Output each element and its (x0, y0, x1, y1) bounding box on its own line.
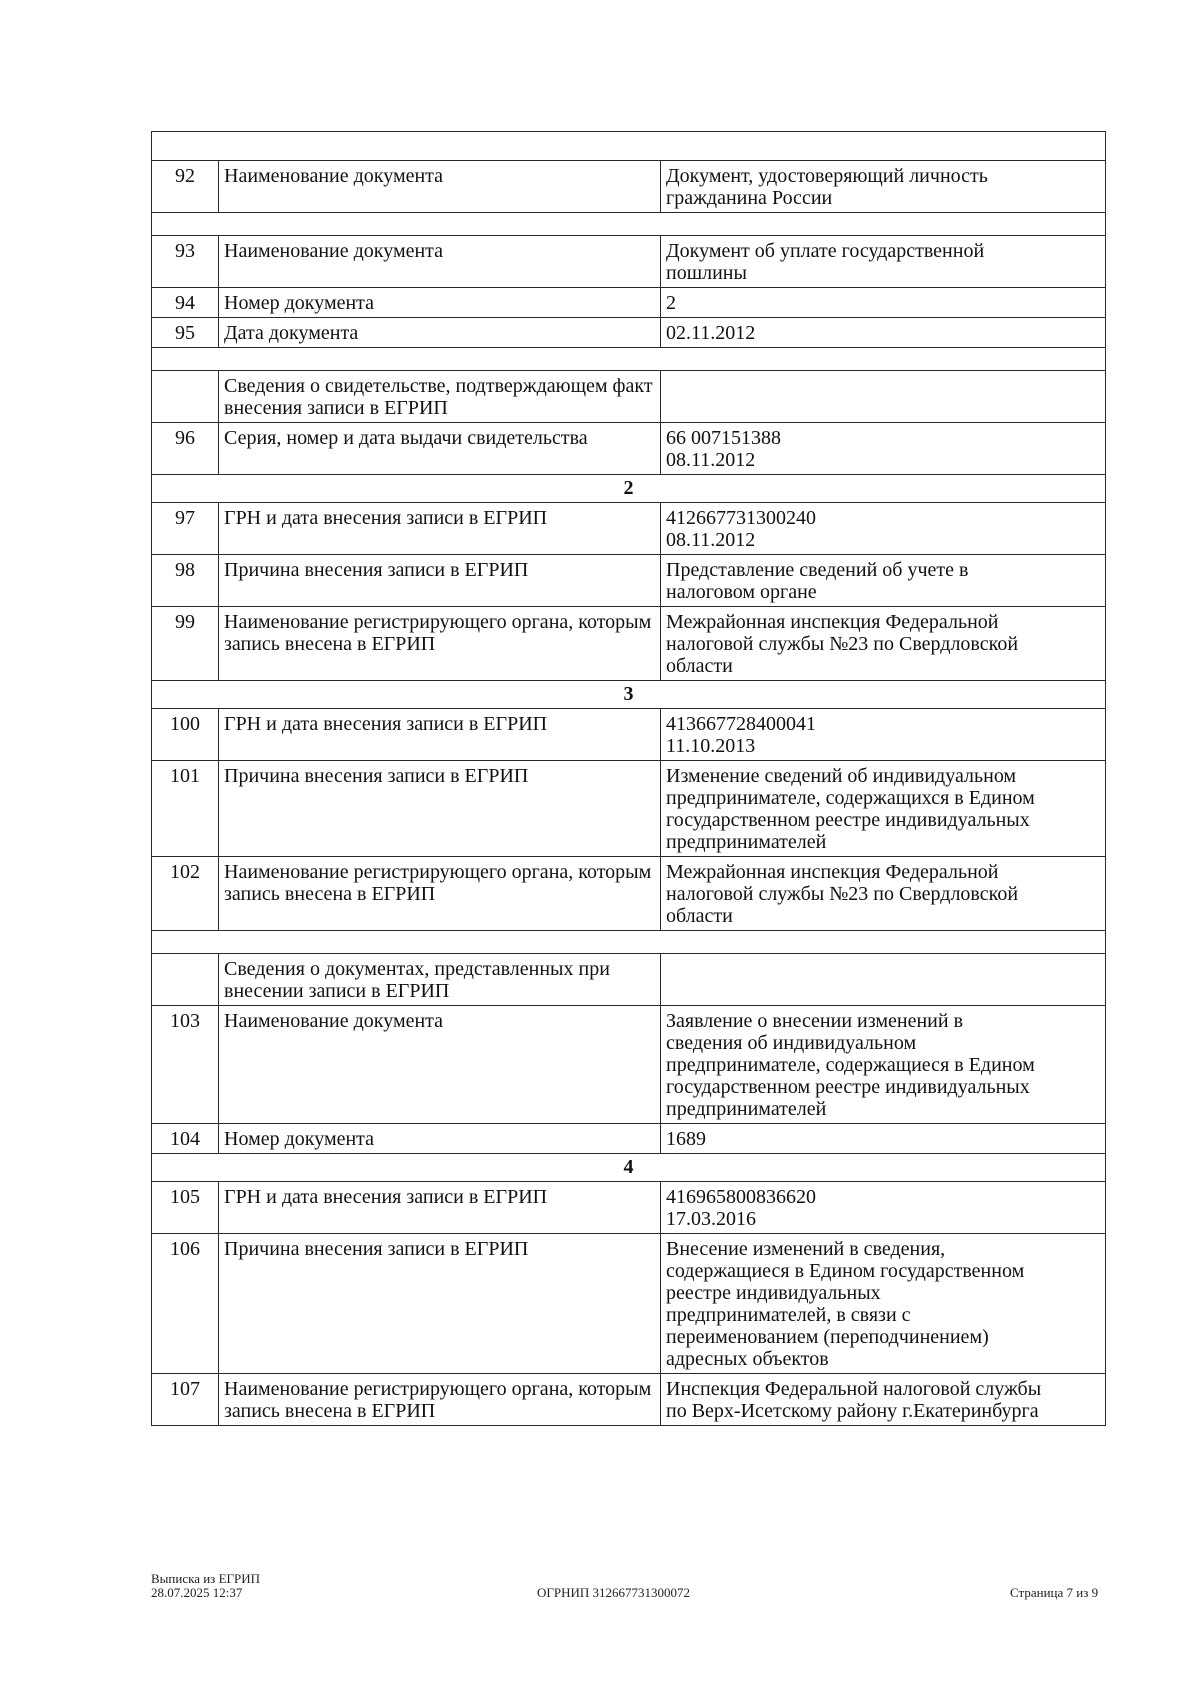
footer-left (151, 1572, 260, 1600)
row-label: Дата документа (219, 318, 661, 348)
row-label: ГРН и дата внесения записи в ЕГРИП (219, 709, 661, 761)
value-line: 17.03.2016 (666, 1208, 756, 1230)
row-value (661, 555, 1106, 607)
row-value (661, 1124, 1106, 1154)
section-header-row (152, 475, 1106, 503)
row-value (661, 371, 1106, 423)
row-number: 100 (152, 709, 219, 761)
table-row (152, 1006, 1106, 1124)
section-header-row (152, 1154, 1106, 1182)
value-line: Заявление о внесении изменений в (666, 1010, 964, 1032)
value-line: 08.11.2012 (666, 449, 756, 471)
value-line: 02.11.2012 (666, 322, 756, 344)
row-value (661, 857, 1106, 931)
row-number: 93 (152, 236, 219, 288)
row-label: Причина внесения записи в ЕГРИП (219, 555, 661, 607)
blank-cell (152, 213, 1106, 236)
table-row (152, 288, 1106, 318)
blank-separator-row (152, 132, 1106, 161)
value-line: 1689 (666, 1128, 706, 1150)
blank-cell (152, 931, 1106, 954)
value-line: Межрайонная инспекция Федеральной (666, 861, 999, 883)
row-label: Наименование регистрирующего органа, которым запись внесена в ЕГРИП (219, 857, 661, 931)
value-line: области (666, 905, 733, 927)
section-number: 2 (152, 475, 1106, 503)
egrip-extract-table (151, 131, 1106, 1426)
row-label: Причина внесения записи в ЕГРИП (219, 761, 661, 857)
row-label: Наименование регистрирующего органа, которым запись внесена в ЕГРИП (219, 607, 661, 681)
value-line: Документ об уплате государственной (666, 240, 985, 262)
value-line: налоговой службы №23 по Свердловской (666, 633, 1019, 655)
row-label: Номер документа (219, 288, 661, 318)
blank-separator-row (152, 348, 1106, 371)
section-number: 3 (152, 681, 1106, 709)
table-row (152, 1124, 1106, 1154)
row-label: Наименование документа (219, 161, 661, 213)
row-value (661, 1374, 1106, 1426)
value-line: переименованием (переподчинением) (666, 1326, 989, 1348)
table-body (152, 132, 1106, 1426)
table-row (152, 761, 1106, 857)
row-label: Наименование регистрирующего органа, которым запись внесена в ЕГРИП (219, 1374, 661, 1426)
value-line: 66 007151388 (666, 427, 781, 449)
row-value (661, 607, 1106, 681)
row-value (661, 318, 1106, 348)
value-line: государственном реестре индивидуальных (666, 809, 1030, 831)
row-value (661, 288, 1106, 318)
value-line: сведения об индивидуальном (666, 1032, 917, 1054)
table-row (152, 1234, 1106, 1374)
value-line: 412667731300240 (666, 507, 816, 529)
value-line: гражданина России (666, 187, 833, 209)
row-number: 101 (152, 761, 219, 857)
value-line: Документ, удостоверяющий личность (666, 165, 988, 187)
blank-cell (152, 132, 1106, 161)
value-line: предпринимателе, содержащихся в Едином (666, 787, 1035, 809)
row-number: 92 (152, 161, 219, 213)
row-value (661, 423, 1106, 475)
value-line: адресных объектов (666, 1348, 829, 1370)
value-line: 413667728400041 (666, 713, 816, 735)
row-value (661, 1006, 1106, 1124)
row-label: Наименование документа (219, 236, 661, 288)
row-number: 102 (152, 857, 219, 931)
table-row (152, 954, 1106, 1006)
footer-ogrnip: ОГРНИП 312667731300072 (537, 1585, 691, 1600)
value-line: 2 (666, 292, 676, 314)
value-line: пошлины (666, 262, 747, 284)
value-line: Представление сведений об учете в (666, 559, 969, 581)
row-label: Причина внесения записи в ЕГРИП (219, 1234, 661, 1374)
value-line: содержащиеся в Едином государственном (666, 1260, 1025, 1282)
row-number: 97 (152, 503, 219, 555)
row-value (661, 954, 1106, 1006)
section-number: 4 (152, 1154, 1106, 1182)
value-line: 416965800836620 (666, 1186, 816, 1208)
row-value (661, 1182, 1106, 1234)
value-line: Межрайонная инспекция Федеральной (666, 611, 999, 633)
row-number: 106 (152, 1234, 219, 1374)
row-value (661, 709, 1106, 761)
value-line: государственном реестре индивидуальных (666, 1076, 1030, 1098)
row-number: 105 (152, 1182, 219, 1234)
row-value (661, 761, 1106, 857)
value-line: 08.11.2012 (666, 529, 756, 551)
value-line: по Верх-Исетскому району г.Екатеринбурга (666, 1400, 1039, 1422)
table-row (152, 709, 1106, 761)
row-number: 94 (152, 288, 219, 318)
blank-separator-row (152, 213, 1106, 236)
table-row (152, 318, 1106, 348)
row-number (152, 954, 219, 1006)
row-value (661, 161, 1106, 213)
value-line: реестре индивидуальных (666, 1282, 881, 1304)
footer-doc-title: Выписка из ЕГРИП (151, 1571, 261, 1586)
row-label: Серия, номер и дата выдачи свидетельства (219, 423, 661, 475)
value-line: 11.10.2013 (666, 735, 756, 757)
row-label: Номер документа (219, 1124, 661, 1154)
value-line: налоговом органе (666, 581, 817, 603)
row-label: Сведения о свидетельстве, подтверждающем факт внесения записи в ЕГРИП (219, 371, 661, 423)
row-value (661, 236, 1106, 288)
table-row (152, 236, 1106, 288)
value-line: Изменение сведений об индивидуальном (666, 765, 1017, 787)
table-row (152, 607, 1106, 681)
row-number: 104 (152, 1124, 219, 1154)
table-row (152, 371, 1106, 423)
section-header-row (152, 681, 1106, 709)
row-value (661, 1234, 1106, 1374)
table-row (152, 555, 1106, 607)
table-row (152, 503, 1106, 555)
value-line: предпринимателей (666, 1098, 827, 1120)
value-line: Инспекция Федеральной налоговой службы (666, 1378, 1042, 1400)
row-number: 96 (152, 423, 219, 475)
table-row (152, 857, 1106, 931)
value-line: налоговой службы №23 по Свердловской (666, 883, 1019, 905)
footer-page-number: Страница 7 из 9 (1010, 1585, 1099, 1600)
table-row (152, 423, 1106, 475)
row-number (152, 371, 219, 423)
table-row (152, 1374, 1106, 1426)
table-row (152, 161, 1106, 213)
row-number: 107 (152, 1374, 219, 1426)
blank-cell (152, 348, 1106, 371)
value-line: предпринимателе, содержащиеся в Едином (666, 1054, 1035, 1076)
row-label: ГРН и дата внесения записи в ЕГРИП (219, 1182, 661, 1234)
value-line: Внесение изменений в сведения, (666, 1238, 946, 1260)
row-number: 98 (152, 555, 219, 607)
value-line: области (666, 655, 733, 677)
row-number: 99 (152, 607, 219, 681)
value-line: предпринимателей, в связи с (666, 1304, 911, 1326)
table-row (152, 1182, 1106, 1234)
blank-separator-row (152, 931, 1106, 954)
row-value (661, 503, 1106, 555)
row-label: Сведения о документах, представленных при внесении записи в ЕГРИП (219, 954, 661, 1006)
row-label: ГРН и дата внесения записи в ЕГРИП (219, 503, 661, 555)
row-label: Наименование документа (219, 1006, 661, 1124)
value-line: предпринимателей (666, 831, 827, 853)
row-number: 95 (152, 318, 219, 348)
row-number: 103 (152, 1006, 219, 1124)
footer-datetime: 28.07.2025 12:37 (151, 1585, 243, 1600)
